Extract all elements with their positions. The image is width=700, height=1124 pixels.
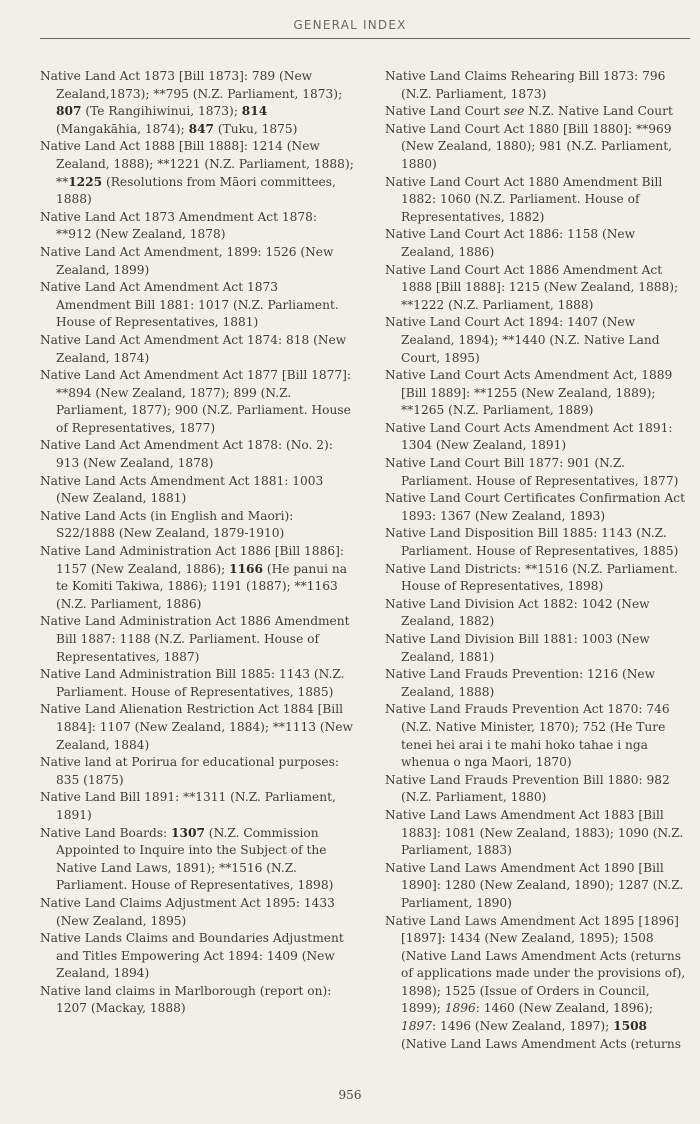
index-entry [40,613,355,666]
entry-text: Native Land Acts (in English and Maori): S22/1888 (New Zealand, 1879-1910) [40,508,294,541]
entry-text: Native Land Boards: [40,825,172,840]
entry-text: Native Land Court Bill 1877: 901 (N.Z. Parliament. House of Representatives, 1877) [385,456,679,488]
index-entry [385,913,690,1054]
index-entry [385,121,690,174]
index-entry [385,666,690,701]
entry-text: N.Z. Native Land Court [524,104,673,119]
index-entry [40,508,355,543]
index-entry [40,543,355,613]
index-entry [40,825,355,895]
index-entry [385,420,690,455]
entry-text: Native Land Act Amendment Act 1873 Amendment Bill 1881: 1017 (N.Z. Parliament. House of Representatives, 1881) [40,280,339,330]
entry-text: Native Land Court Act 1886 Amendment Act 1888 [Bill 1888]: 1215 (New Zealand, 1888); **1222 (N.Z. Parliament, 1888) [385,262,679,312]
entry-text: Native Land Administration Act 1886 [Bill 1886]: 1157 (New Zealand, 1886); [40,544,344,576]
entry-text: Native Land Laws Amendment Act 1895 [1896] [1897]: 1434 (New Zealand, 1895); 1508 (Native Land Laws Amendment Acts (returns of applications made under the provisions of), 1898); 1525 (Issue of Orders in Council, 1899); [385,913,686,1016]
entry-text: Native Land Court Act 1880 [Bill 1880]: **969 (New Zealand, 1880); 981 (N.Z. Parliament, 1880) [385,121,673,171]
entry-text: : 1496 (New Zealand, 1897); [432,1019,614,1034]
index-entry [385,367,690,420]
index-entry [40,279,355,332]
entry-text: Native Land Act 1873 [Bill 1873]: 789 (New Zealand,1873); **795 (N.Z. Parliament, 1873); [40,69,343,101]
entry-text: Native Land Claims Adjustment Act 1895: 1433 (New Zealand, 1895) [40,895,335,928]
page-ref-bold: 1508 [613,1019,648,1034]
page-ref-bold: 807 [56,104,82,119]
entry-text: Native Land Claims Rehearing Bill 1873: 796 (N.Z. Parliament, 1873) [385,69,666,101]
entry-text: Native Land Act 1888 [Bill 1888]: 1214 (New Zealand, 1888); **1221 (N.Z. Parliament, 1888); ** [40,139,354,189]
index-entry [40,983,355,1018]
index-entry [385,314,690,367]
index-entry [385,174,690,227]
index-entry [385,103,690,121]
header-rule [40,38,690,39]
index-entry [385,596,690,631]
entry-text: Native Land Division Act 1882: 1042 (New Zealand, 1882) [385,596,650,629]
index-entry [385,68,690,103]
entry-text: Native Land Administration Bill 1885: 1143 (N.Z. Parliament. House of Representatives, 1885) [40,667,345,699]
italic-text: see [503,104,525,119]
entry-text: (Resolutions from Māori committees, 1888) [56,174,336,207]
entry-text: : 1460 (New Zealand, 1896); [475,1001,653,1016]
running-header: GENERAL INDEX [293,18,407,32]
entry-text: (Mangakāhia, 1874); [56,121,189,136]
index-entry [40,754,355,789]
index-entry [40,895,355,930]
index-entry [385,807,690,860]
entry-text: Native Land Bill 1891: **1311 (N.Z. Parliament, 1891) [40,790,336,822]
entry-text: Native land claims in Marlborough (report on): 1207 (Mackay, 1888) [40,983,332,1016]
index-entry [385,701,690,771]
index-entry [40,138,355,208]
entry-text: Native Land Districts: **1516 (N.Z. Parliament. House of Representatives, 1898) [385,561,678,594]
index-entry [40,68,355,138]
page-ref-bold: 1225 [68,174,103,189]
entry-text: Native Land Act 1873 Amendment Act 1878: **912 (New Zealand, 1878) [40,209,318,242]
entry-text: Native Land Disposition Bill 1885: 1143 (N.Z. Parliament. House of Representatives, 1885) [385,526,679,559]
page-ref-bold: 1166 [229,561,264,576]
index-entry [40,437,355,472]
page-ref-bold: 847 [188,121,215,136]
italic-text: 1896 [444,1001,476,1016]
entry-text: Native Land Court Certificates Confirmation Act 1893: 1367 (New Zealand, 1893) [385,491,685,523]
index-entry [385,631,690,666]
index-column-left [40,68,355,1018]
index-entry [385,561,690,596]
entry-text: Native Land Laws Amendment Act 1883 [Bill 1883]: 1081 (New Zealand, 1883); 1090 (N.Z. Parliament, 1883) [385,807,684,858]
entry-text: (N.Z. Commission Appointed to Inquire into the Subject of the Native Land Laws, 1891); **1516 (N.Z. Parliament. House of Representatives, 1898) [56,825,334,893]
index-entry [40,367,355,437]
index-entry [40,701,355,754]
entry-text: Native Land Frauds Prevention: 1216 (New Zealand, 1888) [385,667,656,699]
index-entry [40,332,355,367]
entry-text: Native Land Court Act 1894: 1407 (New Zealand, 1894); **1440 (N.Z. Native Land Court, 1895) [385,315,660,365]
entry-text: Native Land Court [385,104,504,119]
index-entry [385,772,690,807]
page-ref-bold: 1307 [171,825,205,840]
index-entry [40,209,355,244]
entry-text: Native Lands Claims and Boundaries Adjustment and Titles Empowering Act 1894: 1409 (New Zealand, 1894) [40,931,344,981]
entry-text: (Native Land Laws Amendment Acts (returns [401,1036,681,1051]
entry-text: Native land at Porirua for educational purposes: 835 (1875) [40,755,339,787]
entry-text: Native Land Act Amendment Act 1874: 818 (New Zealand, 1874) [40,332,347,365]
entry-text: (Tuku, 1875) [214,121,298,136]
entry-text: Native Land Alienation Restriction Act 1884 [Bill 1884]: 1107 (New Zealand, 1884); **1113 (New Zealand, 1884) [40,702,353,752]
index-entry [40,244,355,279]
page-ref-bold: 814 [241,104,268,119]
index-entry [385,455,690,490]
index-entry [385,860,690,913]
entry-text: Native Land Court Acts Amendment Act, 1889 [Bill 1889]: **1255 (New Zealand, 1889); **1265 (N.Z. Parliament, 1889) [385,368,673,418]
index-entry [40,930,355,983]
index-entry [40,473,355,508]
index-entry [385,525,690,560]
entry-text: Native Land Administration Act 1886 Amendment Bill 1887: 1188 (N.Z. Parliament. House of Representatives, 1887) [40,614,350,664]
index-entry [385,490,690,525]
entry-text: Native Land Act Amendment Act 1877 [Bill 1877]: **894 (New Zealand, 1877); 899 (N.Z. Parliament, 1877); 900 (N.Z. Parliament. House of Representatives, 1877) [40,368,352,435]
entry-text: Native Land Division Bill 1881: 1003 (New Zealand, 1881) [385,632,650,664]
entry-text: Native Land Frauds Prevention Bill 1880: 982 (N.Z. Parliament, 1880) [385,772,670,805]
index-entry [385,262,690,315]
entry-text: Native Land Court Acts Amendment Act 1891: 1304 (New Zealand, 1891) [385,420,673,453]
italic-text: 1897 [401,1019,433,1034]
entry-text: (He panui na te Komiti Takiwa, 1886); 1191 (1887); **1163 (N.Z. Parliament, 1886) [56,561,348,611]
index-entry [385,226,690,261]
entry-text: Native Land Court Act 1886: 1158 (New Zealand, 1886) [385,227,636,259]
index-entry [40,789,355,824]
entry-text: Native Land Court Act 1880 Amendment Bill 1882: 1060 (N.Z. Parliament. House of Representatives, 1882) [385,174,663,224]
index-entry [40,666,355,701]
entry-text: Native Land Act Amendment Act 1878: (No. 2): 913 (New Zealand, 1878) [40,438,333,471]
entry-text: Native Land Acts Amendment Act 1881: 1003 (New Zealand, 1881) [40,473,324,506]
page-number: 956 [338,1088,362,1102]
entry-text: (Te Rangihiwinui, 1873); [81,104,242,119]
index-column-right [385,68,690,1053]
entry-text: Native Land Frauds Prevention Act 1870: 746 (N.Z. Native Minister, 1870); 752 (He Ture tenei hei arai i te mahi hoko tahae i nga whenua o nga Maori, 1870) [385,702,670,770]
entry-text: Native Land Laws Amendment Act 1890 [Bill 1890]: 1280 (New Zealand, 1890); 1287 (N.Z. Parliament, 1890) [385,860,684,910]
entry-text: Native Land Act Amendment, 1899: 1526 (New Zealand, 1899) [40,244,334,277]
